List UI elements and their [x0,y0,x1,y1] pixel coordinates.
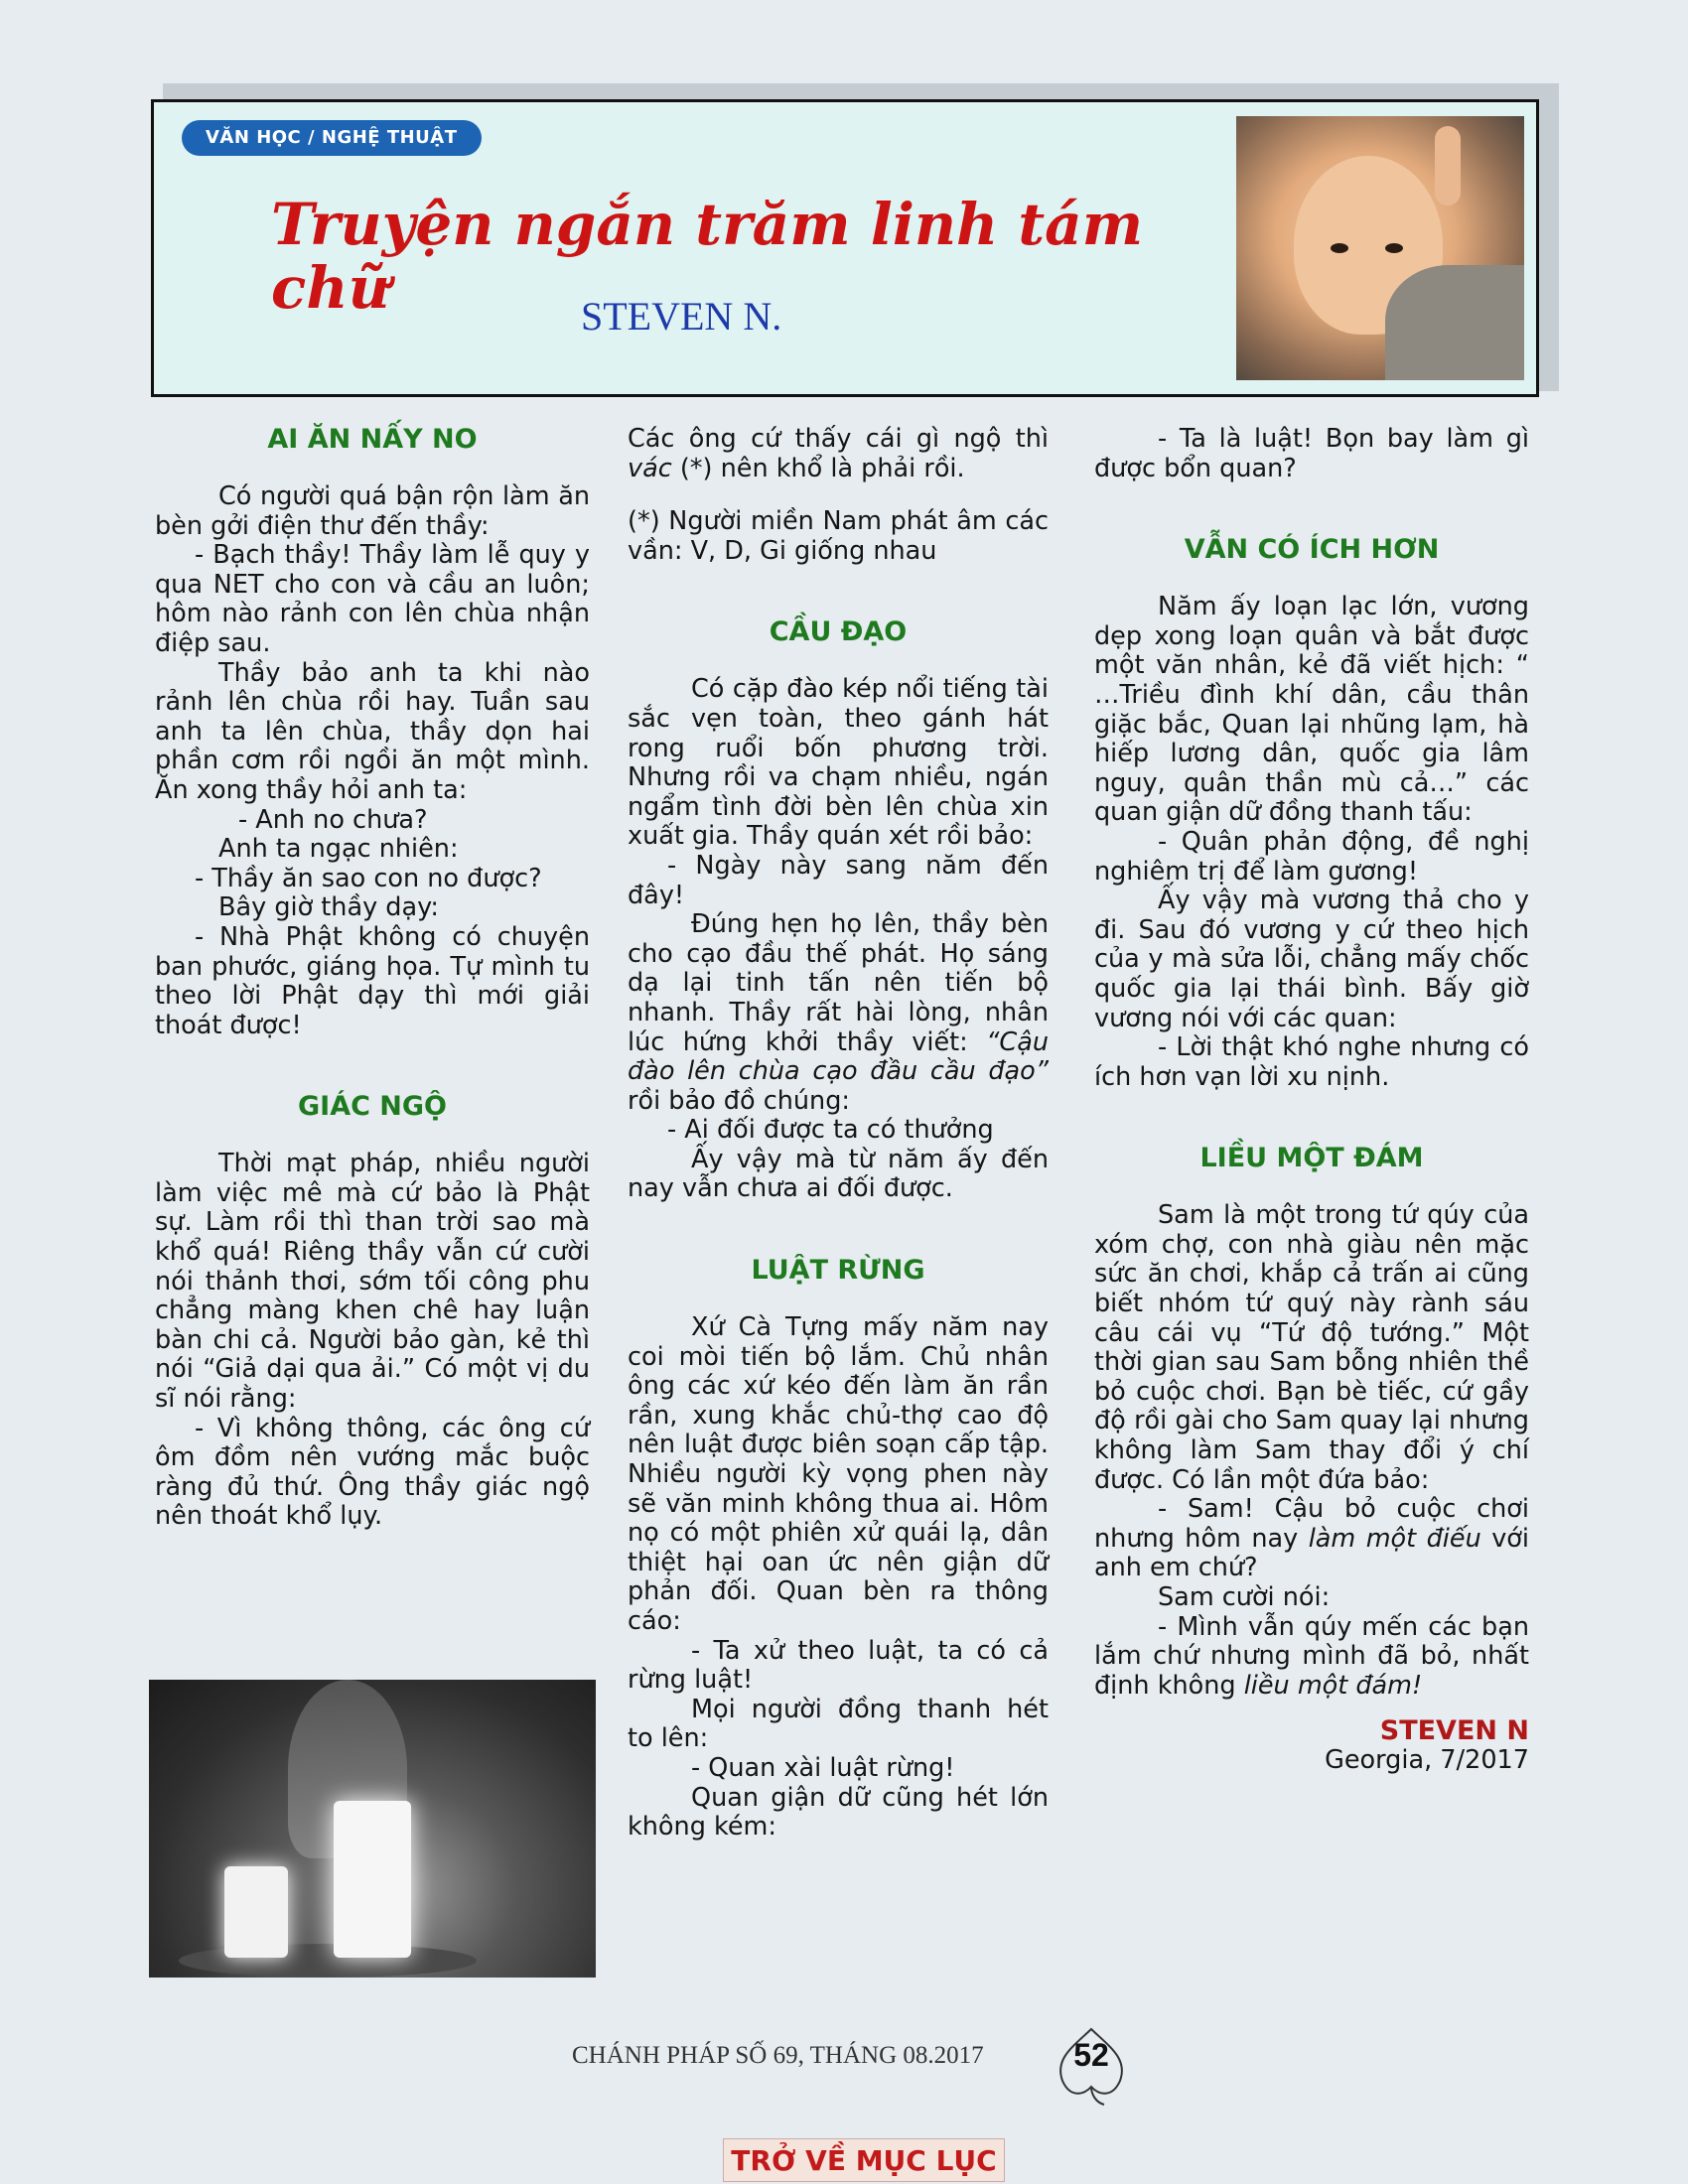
article-header [151,99,1539,397]
italic-text: vác [628,453,672,483]
candle-tray [179,1944,477,1978]
paragraph: Xứ Cà Tựng mấy năm nay coi mòi tiến bộ lắm. Chủ nhân ông các xứ kéo đến làm ăn rần rần, xung khắc chủ-thợ cao độ nên luật được biên soạn cấp tập. Nhiều người kỳ vọng phen này sẽ văn minh không thua ai. Hôm nọ có một phiên xử quái lạ, dân thiệt hại oan ức nên giận dữ phản đối. Quan bèn ra thông cáo: [628,1312,1049,1636]
paragraph: - Lời thật khó nghe nhưng có ích hơn vạn lời xu nịnh. [1094,1032,1529,1092]
paragraph: - Ai đối được ta có thưởng [667,1115,994,1146]
photo-finger [1435,126,1461,205]
italic-text: làm một điếu [1308,1523,1481,1554]
category-badge: VĂN HỌC / NGHỆ THUẬT [182,120,482,156]
column-1 [155,425,590,1532]
paragraph: - Quan xài luật rừng! [691,1752,955,1783]
paragraph: - Quân phản động, đề nghị nghiêm trị để làm gương! [1094,826,1529,887]
text-run: (*) nên khổ là phải rồi. [671,453,965,483]
paragraph: Mọi người đồng thanh hét to lên: [628,1694,1049,1754]
paragraph: Có cặp đào kép nổi tiếng tài sắc vẹn toàn, theo gánh hát rong ruổi bốn phương trời. Nhưng rồi va chạm nhiều, ngán ngẩm tình đời bèn lên chùa xin xuất gia. Thầy quán xét rồi bảo: [628,674,1049,852]
paragraph: Anh ta ngạc nhiên: [218,834,459,865]
paragraph: - Bạch thầy! Thầy làm lễ quy y qua NET cho con và cầu an luôn; hôm nào rảnh con lên chùa nhận điệp sau. [155,540,590,658]
story-heading: VẪN CÓ ÍCH HƠN [1184,534,1440,566]
text-run: - Mình vẫn qúy mến các bạn lắm chứ nhưng mình đã bỏ, nhất định không [1094,1611,1529,1701]
page-number: 52 [1073,2037,1109,2073]
child-monk-photo [1236,116,1524,380]
text-run: với anh em chứ? [1094,1523,1529,1583]
paragraph: Quan giận dữ cũng hét lớn không kém: [628,1782,1049,1843]
signature-place: Georgia, 7/2017 [1325,1745,1529,1776]
text-run: - Sam! Cậu bỏ cuộc chơi nhưng hôm nay [1094,1494,1529,1554]
paragraph: Bây giờ thầy dạy: [218,892,439,923]
footnote: (*) Người miền Nam phát âm các vần: V, D, Gi giống nhau [628,506,1049,566]
paragraph: Thầy bảo anh ta khi nào rảnh lên chùa rồi hay. Tuần sau anh ta lên chùa, thầy dọn hai phần cơm rồi ngồi ăn một mình. Ăn xong thầy hỏi anh ta: [155,657,590,805]
paragraph [628,425,1049,483]
paragraph: - Ta xử theo luật, ta có cả rừng luật! [628,1635,1049,1696]
paragraph: Ấy vậy mà từ năm ấy đến nay vẫn chưa ai đối được. [628,1144,1049,1204]
article-author: STEVEN N. [581,294,782,339]
signature-name: STEVEN N [1379,1715,1529,1747]
tall-candle [334,1801,411,1958]
paragraph: - Anh no chưa? [238,804,428,835]
photo-eye [1331,243,1348,253]
paragraph: Thời mạt pháp, nhiều người làm việc mê mà cứ bảo là Phật sự. Làm rồi thì than trời sao mà khổ quá! Riêng thầy vẫn cứ cười nói thảnh thơi, sớm tối công phu chẳng màng khen chê hay luận bàn chi cả. Người bảo gàn, kẻ thì nói “Giả dại qua ải.” Có một vị du sĩ nói rằng: [155,1149,590,1415]
publication-footer: CHÁNH PHÁP SỐ 69, THÁNG 08.2017 [572,2042,984,2069]
text-run: rồi bảo đồ chúng: [628,1085,850,1116]
story-heading: LUẬT RỪNG [751,1255,925,1287]
paragraph: - Thầy ăn sao con no được? [195,863,542,893]
column-3 [1094,425,1529,1776]
article-title: Truyện ngắn trăm linh tám chữ [271,191,1144,322]
paragraph: - Ta là luật! Bọn bay làm gì được bổn quan? [1094,424,1529,483]
photo-eye [1385,243,1403,253]
story-heading: LIỀU MỘT ĐÁM [1199,1143,1424,1174]
paragraph: Ấy vậy mà vương thả cho y đi. Sau đó vương y cứ theo hịch của y mà sửa lỗi, chẳng mấy chốc quốc gia lại thái bình. Bấy giờ vương nói với các quan: [1094,886,1529,1033]
italic-text: liều một đám! [1243,1670,1423,1701]
paragraph: Sam cười nói: [1158,1582,1331,1612]
page-number-badge [1051,2025,1132,2107]
text-run: Đúng hẹn họ lên, thầy bèn cho cạo đầu thế phát. Họ sáng dạ lại tinh tấn nên tiến bộ nhanh. Thầy rất hài lòng, nhân lúc hứng khởi thầy viết: [628,909,1049,1057]
back-to-toc-button[interactable]: TRỞ VỀ MỤC LỤC [723,2138,1005,2182]
paragraph [1094,1495,1529,1583]
candles-photo [149,1680,596,1978]
column-2 [628,425,1049,1843]
paragraph: - Vì không thông, các ông cứ ôm đồm nên vướng mắc buộc ràng đủ thứ. Ông thầy giác ngộ nên thoát khổ lụy. [155,1413,590,1532]
story-heading: CẦU ĐẠO [769,616,908,648]
photo-robe [1385,265,1524,380]
paragraph [1094,1613,1529,1702]
paragraph: Có người quá bận rộn làm ăn bèn gởi điện thư đến thầy: [155,481,590,541]
small-candle [224,1866,288,1958]
story-heading: AI ĂN NẤY NO [267,424,478,455]
paragraph: Năm ấy loạn lạc lớn, vương dẹp xong loạn quân và bắt được một văn nhân, kẻ đã viết hịch: “ …Triều đình khí dân, cầu thân giặc bắc, Quan lại nhũng lạm, hà hiếp lương dân, quốc gia lâm nguy, quân thần mù cả…” các quan giận dữ đồng thanh tấu: [1094,592,1529,828]
paragraph: - Nhà Phật không có chuyện ban phước, giáng họa. Tự mình tu theo lời Phật dạy thì mới giải thoát được! [155,921,590,1040]
paragraph: - Ngày này sang năm đến đây! [628,850,1049,910]
italic-text: “Cậu đào lên chùa cạo đầu cầu đạo” [628,1026,1049,1087]
text-run: Các ông cứ thấy cái gì ngộ thì [628,424,1049,454]
paragraph: Sam là một trong tứ qúy của xóm chợ, con nhà giàu nên mặc sức ăn chơi, khắp cả trấn ai cũng biết nhóm tứ quý này rành sáu câu cái vụ “Tứ độ tướng.” Một thời gian sau Sam bỗng nhiên thề bỏ cuộc chơi. Bạn bè tiếc, cứ gầy độ rồi gài cho Sam quay lại nhưng không làm Sam thay đổi ý chí được. Có lần một đứa bảo: [1094,1200,1529,1495]
paragraph [628,910,1049,1116]
story-heading: GIÁC NGỘ [297,1091,448,1123]
